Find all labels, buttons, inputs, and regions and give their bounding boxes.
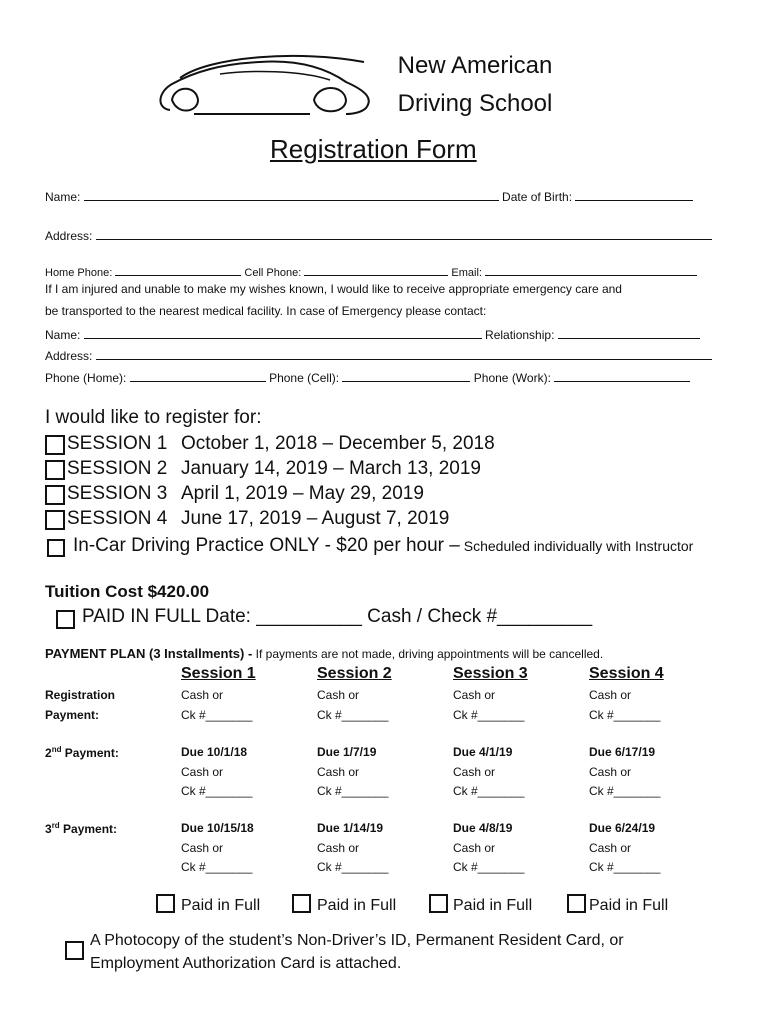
cell-phone-label: Cell Phone: xyxy=(244,267,302,279)
session-3-paid-checkbox[interactable] xyxy=(429,894,448,913)
third-due-s1: Due 10/15/18 xyxy=(181,821,254,835)
home-phone-label: Home Phone: xyxy=(45,267,113,279)
second-s4-cash: Cash or xyxy=(589,765,632,779)
phone-home-field[interactable] xyxy=(130,369,266,382)
session-2-dates: January 14, 2019 – March 13, 2019 xyxy=(181,458,481,479)
emergency-address-field[interactable] xyxy=(96,347,712,360)
attachment-checkbox[interactable] xyxy=(65,941,84,960)
paid-in-full-line: PAID IN FULL Date: __________ Cash / Check #_________ xyxy=(82,606,593,627)
incar-note: Scheduled individually with Instructor xyxy=(459,538,694,554)
phone-cell-label: Phone (Cell): xyxy=(269,371,340,385)
third-due-s4: Due 6/24/19 xyxy=(589,821,656,835)
session-1-header: Session 1 xyxy=(181,665,256,682)
session-2-header: Session 2 xyxy=(317,665,392,682)
payment-plan-heading-row xyxy=(45,645,603,663)
reg-s1-cash: Cash or xyxy=(181,688,224,702)
third-s1-ck[interactable]: Ck #_______ xyxy=(181,860,253,874)
second-s2-cash: Cash or xyxy=(317,765,360,779)
relationship-field[interactable] xyxy=(558,326,700,339)
payment-plan-note: If payments are not made, driving appointments will be cancelled. xyxy=(252,647,604,661)
session-4-name: SESSION 4 xyxy=(67,508,168,529)
session-3-header: Session 3 xyxy=(453,665,528,682)
reg-s4-ck[interactable]: Ck #_______ xyxy=(589,708,661,722)
session-2-paid-label: Paid in Full xyxy=(317,897,397,914)
third-s1-cash: Cash or xyxy=(181,841,224,855)
second-s1-ck[interactable]: Ck #_______ xyxy=(181,784,253,798)
session-1-checkbox[interactable] xyxy=(45,435,65,455)
second-s1-cash: Cash or xyxy=(181,765,224,779)
school-name-line2: Driving School xyxy=(397,90,553,117)
second-s3-cash: Cash or xyxy=(453,765,496,779)
third-due-s3: Due 4/8/19 xyxy=(453,821,513,835)
registration-label-1: Registration xyxy=(45,688,116,702)
session-4-paid-checkbox[interactable] xyxy=(567,894,586,913)
session-3-name: SESSION 3 xyxy=(67,483,168,504)
payment-plan-heading: PAYMENT PLAN (3 Installments) - xyxy=(45,646,253,661)
session-2-paid-checkbox[interactable] xyxy=(292,894,311,913)
email-field[interactable] xyxy=(485,263,697,276)
phone-cell-field[interactable] xyxy=(342,369,470,382)
incar-checkbox[interactable] xyxy=(47,539,65,557)
registration-label-2: Payment: xyxy=(45,708,100,722)
address-field[interactable] xyxy=(96,227,712,240)
attachment-line1: A Photocopy of the student’s Non-Driver’s ID, Permanent Resident Card, or xyxy=(90,932,624,949)
third-due-s2: Due 1/14/19 xyxy=(317,821,384,835)
page-title: Registration Form xyxy=(270,134,477,164)
dob-field[interactable] xyxy=(575,188,693,201)
third-s4-ck[interactable]: Ck #_______ xyxy=(589,860,661,874)
session-4-header: Session 4 xyxy=(589,665,664,682)
second-payment-label: 2nd Payment: xyxy=(45,745,119,760)
session-1-name: SESSION 1 xyxy=(67,433,168,454)
relationship-label: Relationship: xyxy=(485,328,555,342)
session-1-paid-label: Paid in Full xyxy=(181,897,261,914)
emergency-address-row xyxy=(45,347,712,363)
dob-label: Date of Birth: xyxy=(502,190,573,204)
third-payment-label: 3rd Payment: xyxy=(45,821,118,836)
third-s3-ck[interactable]: Ck #_______ xyxy=(453,860,525,874)
register-heading: I would like to register for: xyxy=(45,407,262,428)
phone-row xyxy=(45,263,697,279)
third-s3-cash: Cash or xyxy=(453,841,496,855)
third-s2-cash: Cash or xyxy=(317,841,360,855)
emergency-phone-row xyxy=(45,369,690,385)
emergency-name-row xyxy=(45,326,700,342)
reg-s3-ck[interactable]: Ck #_______ xyxy=(453,708,525,722)
address-label: Address: xyxy=(45,229,93,243)
second-s3-ck[interactable]: Ck #_______ xyxy=(453,784,525,798)
session-4-checkbox[interactable] xyxy=(45,510,65,530)
car-logo xyxy=(150,48,380,130)
phone-work-label: Phone (Work): xyxy=(473,371,551,385)
name-row xyxy=(45,188,693,204)
email-label: Email: xyxy=(451,267,482,279)
emergency-name-field[interactable] xyxy=(84,326,482,339)
incar-label: In-Car Driving Practice ONLY - $20 per hour – xyxy=(73,535,460,556)
reg-s2-cash: Cash or xyxy=(317,688,360,702)
emergency-statement-1: If I am injured and unable to make my wishes known, I would like to receive appropriate emergency care and xyxy=(45,282,622,296)
reg-s4-cash: Cash or xyxy=(589,688,632,702)
third-s4-cash: Cash or xyxy=(589,841,632,855)
name-label: Name: xyxy=(45,190,81,204)
second-s2-ck[interactable]: Ck #_______ xyxy=(317,784,389,798)
reg-s1-ck[interactable]: Ck #_______ xyxy=(181,708,253,722)
name-field[interactable] xyxy=(84,188,499,201)
attachment-line2: Employment Authorization Card is attached. xyxy=(90,955,402,972)
second-due-s2: Due 1/7/19 xyxy=(317,745,377,759)
second-due-s1: Due 10/1/18 xyxy=(181,745,248,759)
session-4-dates: June 17, 2019 – August 7, 2019 xyxy=(181,508,450,529)
session-2-name: SESSION 2 xyxy=(67,458,168,479)
session-3-dates: April 1, 2019 – May 29, 2019 xyxy=(181,483,424,504)
emergency-statement-2: be transported to the nearest medical facility. In case of Emergency please contact: xyxy=(45,304,487,318)
home-phone-field[interactable] xyxy=(115,263,241,276)
reg-s3-cash: Cash or xyxy=(453,688,496,702)
incar-option xyxy=(73,535,693,557)
emergency-address-label: Address: xyxy=(45,349,93,363)
second-due-s4: Due 6/17/19 xyxy=(589,745,656,759)
school-name-line1: New American xyxy=(397,52,553,79)
session-3-paid-label: Paid in Full xyxy=(453,897,533,914)
phone-work-field[interactable] xyxy=(554,369,690,382)
address-row xyxy=(45,227,712,243)
second-due-s3: Due 4/1/19 xyxy=(453,745,513,759)
session-1-paid-checkbox[interactable] xyxy=(156,894,175,913)
session-1-dates: October 1, 2018 – December 5, 2018 xyxy=(181,433,495,454)
cell-phone-field[interactable] xyxy=(304,263,448,276)
third-s2-ck[interactable]: Ck #_______ xyxy=(317,860,389,874)
session-4-paid-label: Paid in Full xyxy=(589,897,669,914)
phone-home-label: Phone (Home): xyxy=(45,371,127,385)
reg-s2-ck[interactable]: Ck #_______ xyxy=(317,708,389,722)
tuition-cost: Tuition Cost $420.00 xyxy=(45,582,210,601)
session-3-checkbox[interactable] xyxy=(45,485,65,505)
second-s4-ck[interactable]: Ck #_______ xyxy=(589,784,661,798)
session-2-checkbox[interactable] xyxy=(45,460,65,480)
paid-in-full-checkbox[interactable] xyxy=(56,610,75,629)
emergency-name-label: Name: xyxy=(45,328,81,342)
